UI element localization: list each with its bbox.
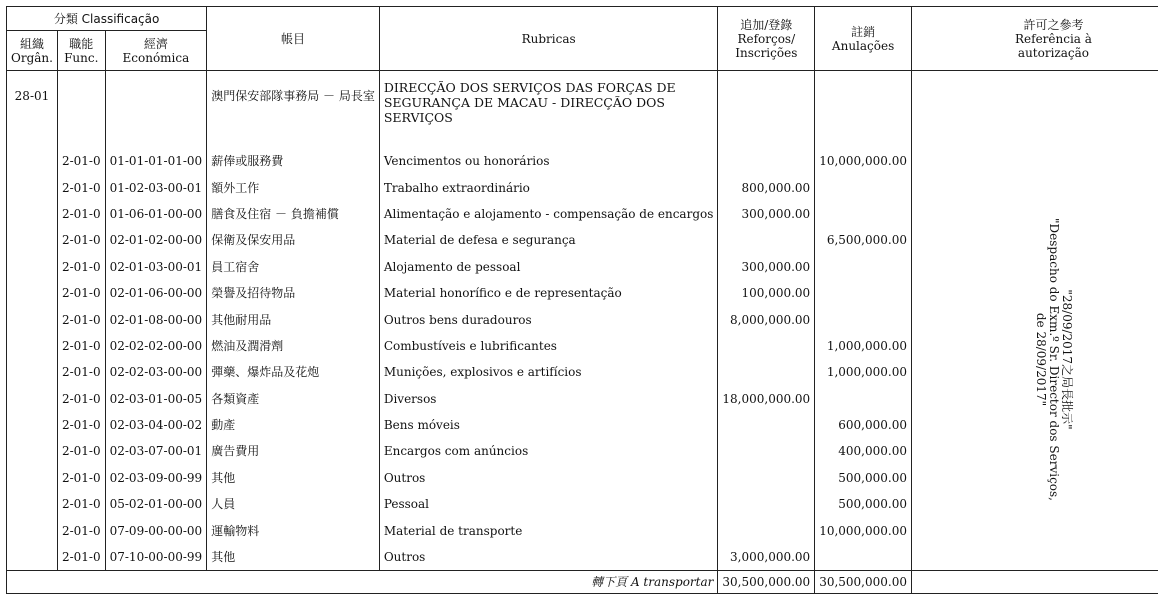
- reinforcement-amount: 18,000,000.00: [718, 386, 815, 412]
- entity-reinforcement-empty: [718, 71, 815, 149]
- header-reinforcements: 追加/登錄 Reforços/ Inscrições: [718, 7, 815, 71]
- organic-cell: [7, 465, 58, 491]
- reinforcement-amount: 8,000,000.00: [718, 306, 815, 332]
- item-zh: 其他: [207, 465, 380, 491]
- cancellation-amount: 1,000,000.00: [815, 359, 912, 385]
- economic-code: 01-02-03-00-01: [105, 174, 207, 200]
- economic-code: 02-01-03-00-01: [105, 254, 207, 280]
- header-cancellations: 註銷 Anulações: [815, 7, 912, 71]
- header-economic: 經濟 Económica: [105, 31, 207, 71]
- rubrica-pt: Pessoal: [379, 491, 718, 517]
- reinforcement-amount: 300,000.00: [718, 201, 815, 227]
- table-row: [7, 148, 1158, 174]
- item-zh: 薪俸或服務費: [207, 148, 380, 174]
- organic-cell: [7, 148, 58, 174]
- organic-cell: [7, 412, 58, 438]
- item-zh: 各類資產: [207, 386, 380, 412]
- rubrica-pt: Encargos com anúncios: [379, 438, 718, 464]
- header-item: 帳目: [207, 7, 380, 71]
- organic-cell: [7, 333, 58, 359]
- authorization-reference-wrap: [912, 148, 1158, 570]
- item-zh: 其他: [207, 544, 380, 571]
- organic-cell: [7, 201, 58, 227]
- entity-reference-empty: [911, 71, 1158, 149]
- table-footer: [7, 571, 1158, 594]
- organic-cell: [7, 386, 58, 412]
- rubrica-pt: Diversos: [379, 386, 718, 412]
- item-zh: 人員: [207, 491, 380, 517]
- reinforcement-amount: [718, 465, 815, 491]
- reinforcement-amount: [718, 227, 815, 253]
- functional-code: 2-01-0: [57, 412, 105, 438]
- authorization-reference-text: "28/09/2017之局長批示" "Despacho do Exm.º Sr. Director dos Serviços, de 28/09/2017": [1034, 218, 1073, 501]
- entity-name-zh: 澳門保安部隊事務局 － 局長室: [207, 71, 380, 149]
- cancellation-amount: [815, 174, 912, 200]
- header-reference: 許可之參考 Referência à autorização: [911, 7, 1158, 71]
- header-rubricas: Rubricas: [379, 7, 718, 71]
- functional-code: 2-01-0: [57, 201, 105, 227]
- economic-code: 07-10-00-00-99: [105, 544, 207, 571]
- cancellation-amount: [815, 280, 912, 306]
- functional-code: 2-01-0: [57, 438, 105, 464]
- item-zh: 額外工作: [207, 174, 380, 200]
- functional-code: 2-01-0: [57, 544, 105, 571]
- entity-functional-empty: [57, 71, 105, 149]
- organic-cell: [7, 517, 58, 543]
- organic-cell: [7, 491, 58, 517]
- cancellation-amount: 1,000,000.00: [815, 333, 912, 359]
- table-body: [7, 71, 1158, 571]
- functional-code: 2-01-0: [57, 465, 105, 491]
- reinforcement-amount: 100,000.00: [718, 280, 815, 306]
- rubrica-pt: Trabalho extraordinário: [379, 174, 718, 200]
- organic-cell: [7, 359, 58, 385]
- entity-cancellation-empty: [815, 71, 912, 149]
- functional-code: 2-01-0: [57, 333, 105, 359]
- organic-cell: [7, 227, 58, 253]
- item-zh: 燃油及潤滑劑: [207, 333, 380, 359]
- item-zh: 運輸物料: [207, 517, 380, 543]
- header-classification: 分類 Classificação: [7, 7, 207, 31]
- reinforcement-amount: 3,000,000.00: [718, 544, 815, 571]
- item-zh: 彈藥、爆炸品及花炮: [207, 359, 380, 385]
- functional-code: 2-01-0: [57, 280, 105, 306]
- functional-code: 2-01-0: [57, 227, 105, 253]
- cancellation-amount: 10,000,000.00: [815, 517, 912, 543]
- budget-table: [6, 6, 1158, 594]
- economic-code: 02-03-07-00-01: [105, 438, 207, 464]
- item-zh: 其他耐用品: [207, 306, 380, 332]
- entity-row: [7, 71, 1158, 149]
- economic-code: 07-09-00-00-00: [105, 517, 207, 543]
- rubrica-pt: Vencimentos ou honorários: [379, 148, 718, 174]
- rubrica-pt: Alimentação e alojamento - compensação de encargos: [379, 201, 718, 227]
- reinforcement-amount: [718, 438, 815, 464]
- economic-code: 02-02-02-00-00: [105, 333, 207, 359]
- entity-name-pt: DIRECÇÃO DOS SERVIÇOS DAS FORÇAS DE SEGURANÇA DE MACAU - DIRECÇÃO DOS SERVIÇOS: [379, 71, 718, 149]
- reinforcement-amount: 800,000.00: [718, 174, 815, 200]
- economic-code: 02-01-06-00-00: [105, 280, 207, 306]
- rubrica-pt: Munições, explosivos e artifícios: [379, 359, 718, 385]
- rubrica-pt: Material de defesa e segurança: [379, 227, 718, 253]
- header-organic: 組織 Orgân.: [7, 31, 58, 71]
- cancellation-amount: 500,000.00: [815, 491, 912, 517]
- total-cancellations: 30,500,000.00: [815, 571, 912, 594]
- reinforcement-amount: [718, 148, 815, 174]
- economic-code: 02-03-01-00-05: [105, 386, 207, 412]
- item-zh: 榮譽及招待物品: [207, 280, 380, 306]
- functional-code: 2-01-0: [57, 148, 105, 174]
- reinforcement-amount: [718, 517, 815, 543]
- cancellation-amount: [815, 386, 912, 412]
- budget-table-sheet: [6, 6, 1158, 594]
- functional-code: 2-01-0: [57, 517, 105, 543]
- economic-code: 01-01-01-01-00: [105, 148, 207, 174]
- rubrica-pt: Outros: [379, 465, 718, 491]
- cancellation-amount: 400,000.00: [815, 438, 912, 464]
- economic-code: 01-06-01-00-00: [105, 201, 207, 227]
- reinforcement-amount: 300,000.00: [718, 254, 815, 280]
- table-header: [7, 7, 1158, 71]
- functional-code: 2-01-0: [57, 254, 105, 280]
- economic-code: 02-01-08-00-00: [105, 306, 207, 332]
- functional-code: 2-01-0: [57, 386, 105, 412]
- economic-code: 02-01-02-00-00: [105, 227, 207, 253]
- cancellation-amount: 6,500,000.00: [815, 227, 912, 253]
- authorization-reference-cell: [911, 148, 1158, 571]
- organic-cell: [7, 174, 58, 200]
- cancellation-amount: [815, 201, 912, 227]
- item-zh: 員工宿舍: [207, 254, 380, 280]
- cancellation-amount: 600,000.00: [815, 412, 912, 438]
- economic-code: 02-03-04-00-02: [105, 412, 207, 438]
- functional-code: 2-01-0: [57, 174, 105, 200]
- entity-economic-empty: [105, 71, 207, 149]
- rubrica-pt: Material de transporte: [379, 517, 718, 543]
- item-zh: 膳食及住宿 － 負擔補償: [207, 201, 380, 227]
- cancellation-amount: [815, 254, 912, 280]
- functional-code: 2-01-0: [57, 306, 105, 332]
- economic-code: 02-02-03-00-00: [105, 359, 207, 385]
- rubrica-pt: Outros bens duradouros: [379, 306, 718, 332]
- functional-code: 2-01-0: [57, 359, 105, 385]
- economic-code: 05-02-01-00-00: [105, 491, 207, 517]
- cancellation-amount: 500,000.00: [815, 465, 912, 491]
- rubrica-pt: Alojamento de pessoal: [379, 254, 718, 280]
- item-zh: 動產: [207, 412, 380, 438]
- entity-organic: 28-01: [7, 71, 58, 149]
- rubrica-pt: Outros: [379, 544, 718, 571]
- item-zh: 保衛及保安用品: [207, 227, 380, 253]
- rubrica-pt: Bens móveis: [379, 412, 718, 438]
- organic-cell: [7, 544, 58, 571]
- reinforcement-amount: [718, 491, 815, 517]
- cancellation-amount: [815, 306, 912, 332]
- organic-cell: [7, 306, 58, 332]
- functional-code: 2-01-0: [57, 491, 105, 517]
- reinforcement-amount: [718, 412, 815, 438]
- total-row: [7, 571, 1158, 594]
- rubrica-pt: Material honorífico e de representação: [379, 280, 718, 306]
- organic-cell: [7, 280, 58, 306]
- reinforcement-amount: [718, 333, 815, 359]
- total-reference-empty: [911, 571, 1158, 594]
- header-functional: 職能 Func.: [57, 31, 105, 71]
- cancellation-amount: [815, 544, 912, 571]
- cancellation-amount: 10,000,000.00: [815, 148, 912, 174]
- transport-label: 轉下頁 A transportar: [7, 571, 718, 594]
- economic-code: 02-03-09-00-99: [105, 465, 207, 491]
- organic-cell: [7, 254, 58, 280]
- total-reinforcements: 30,500,000.00: [718, 571, 815, 594]
- reinforcement-amount: [718, 359, 815, 385]
- organic-cell: [7, 438, 58, 464]
- item-zh: 廣告費用: [207, 438, 380, 464]
- rubrica-pt: Combustíveis e lubrificantes: [379, 333, 718, 359]
